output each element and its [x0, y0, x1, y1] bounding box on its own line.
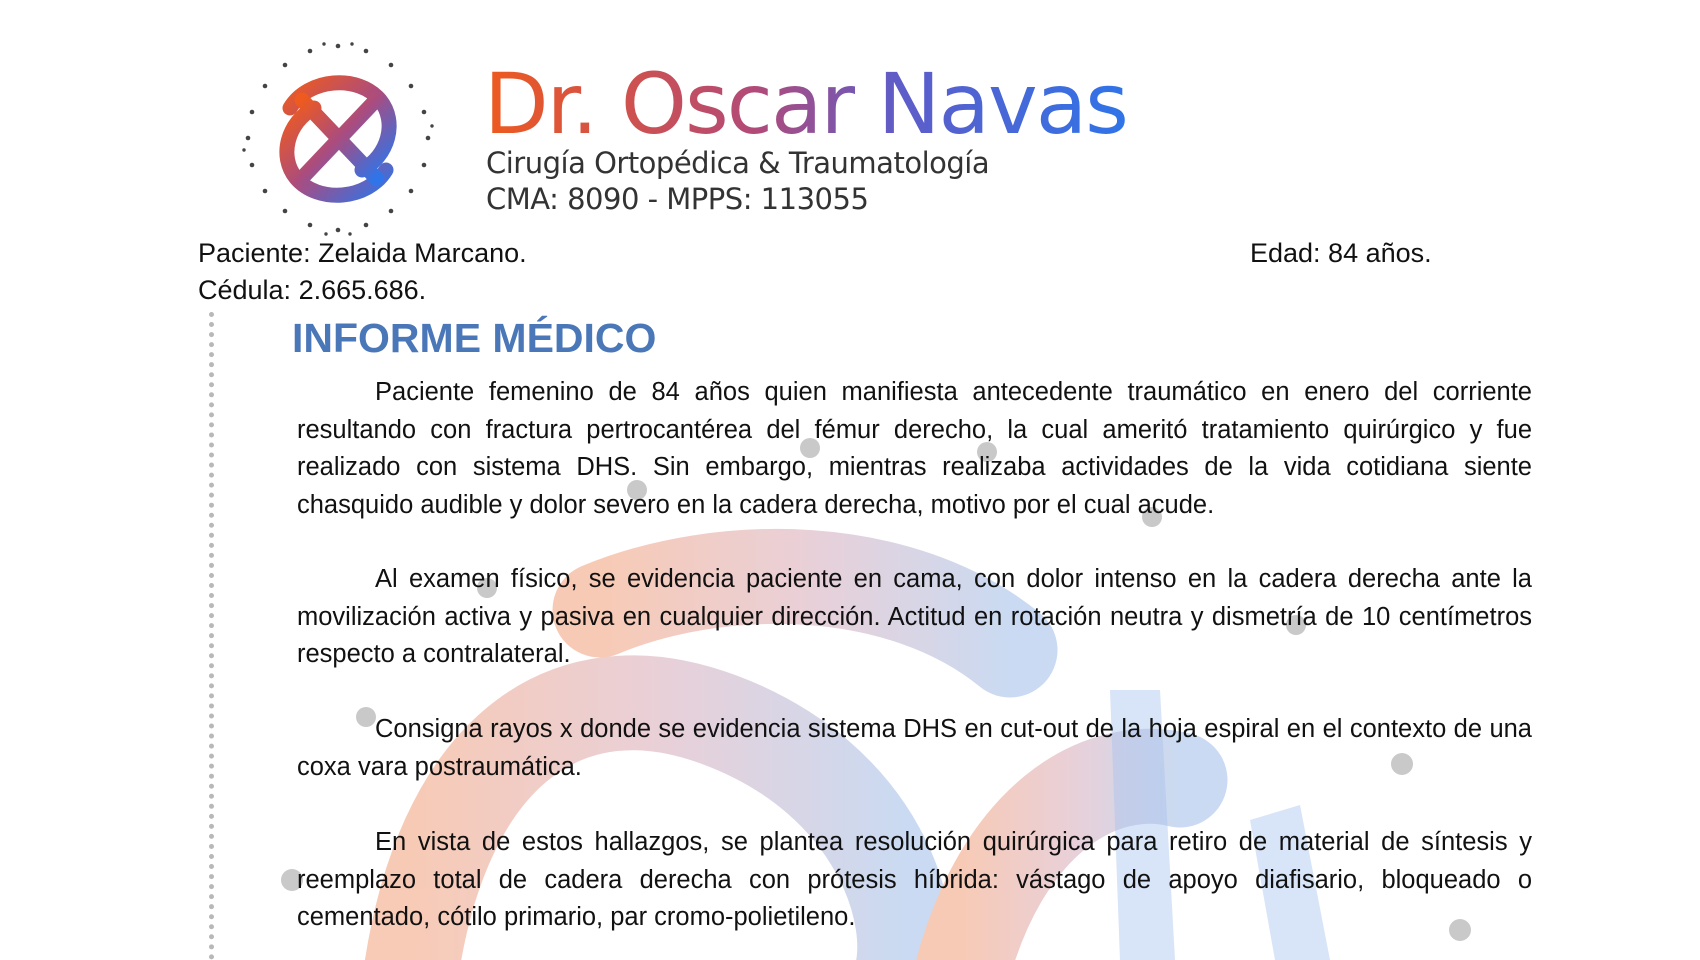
report-paragraph: Consigna rayos x donde se evidencia sistema DHS en cut-out de la hoja espiral en el contexto de una coxa vara postraumática.: [297, 715, 1532, 781]
patient-age: Edad: 84 años.: [1250, 238, 1432, 268]
patient-name: Paciente: Zelaida Marcano.: [198, 238, 527, 268]
report-paragraph: Paciente femenino de 84 años quien manifiesta antecedente traumático en enero del corriente resultando con fractura pertrocantérea del fémur derecho, la cual ameritó tratamiento quirúrgico y fue realizado con sistema DHS. Sin embargo, mientras realizaba actividades de la vida cotidiana siente chasquido audible y dolor severo en la cadera derecha, motivo por el cual acude.: [297, 378, 1532, 519]
report-title: INFORME MÉDICO: [292, 315, 657, 361]
clinic-logo-icon: [238, 38, 438, 238]
page-margin-divider: [209, 312, 214, 960]
report-paragraph: Al examen físico, se evidencia paciente en cama, con dolor intenso en la cadera derecha ante la movilización activa y pasiva en cualquier dirección. Actitud en rotación neutra y dismetría de 10 centímetros respecto a contralateral.: [297, 565, 1532, 668]
specialty-line: Cirugía Ortopédica & Traumatología: [486, 146, 990, 180]
patient-id: Cédula: 2.665.686.: [198, 275, 427, 305]
doctor-name: Dr. Oscar Navas: [484, 55, 1127, 153]
report-paragraph: En vista de estos hallazgos, se plantea resolución quirúrgica para retiro de material de síntesis y reemplazo total de cadera derecha con prótesis híbrida: vástago de apoyo diafisario, bloqueado o cementado, cótilo primario, par cromo-polietileno.: [297, 828, 1532, 931]
registration-numbers: CMA: 8090 - MPPS: 113055: [486, 182, 869, 216]
